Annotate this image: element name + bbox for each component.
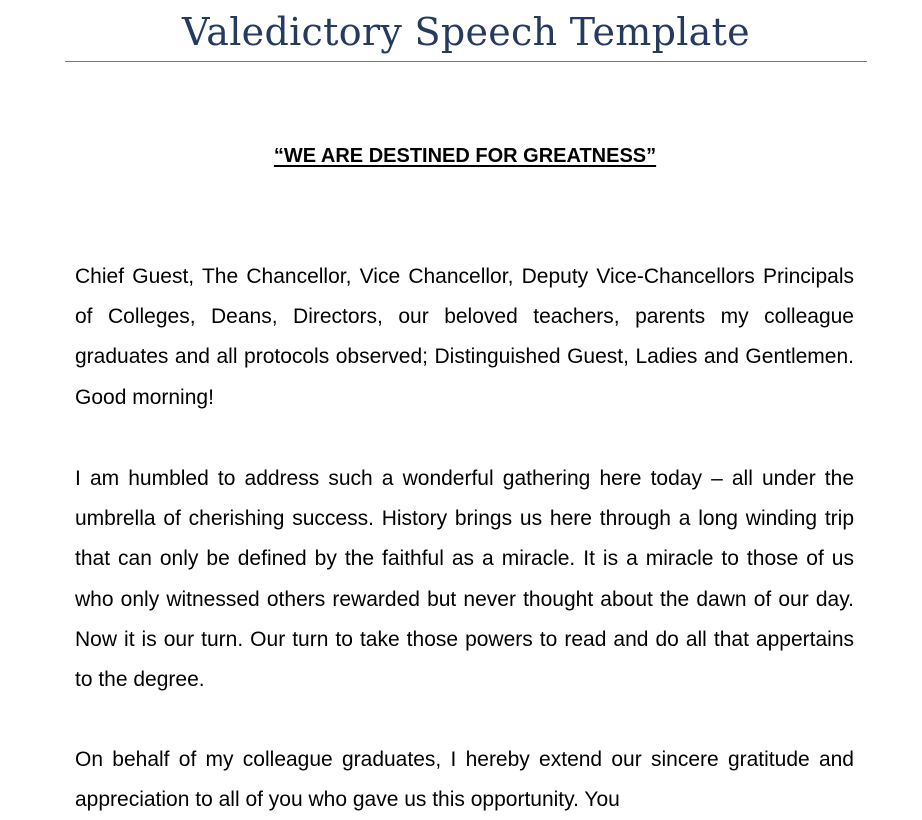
title-divider xyxy=(65,61,867,62)
paragraph-gratitude: On behalf of my colleague graduates, I hereby extend our sincere gratitude and appreciation to all of you who gave us this opportunity. You xyxy=(75,748,854,812)
document-title: Valedictory Speech Template xyxy=(182,10,750,54)
paragraph-introduction: I am humbled to address such a wonderful gathering here today – all under the umbrella of cherishing success. History brings us here through a long winding trip that can only be defined by the faithful as a miracle. It is a miracle to those of us who only witnessed others rewarded but never thought about the dawn of our day. Now it is our turn. Our turn to take those powers to read and do all that appertains to the degree. xyxy=(75,467,854,692)
speech-heading: “WE ARE DESTINED FOR GREATNESS” xyxy=(273,145,657,167)
paragraph-greeting: Chief Guest, The Chancellor, Vice Chancellor, Deputy Vice-Chancellors Principals of Colleges, Deans, Directors, our beloved teachers, parents my colleague graduates and all protocols observed; Distinguished Guest, Ladies and Gentlemen. Good morning! xyxy=(75,265,854,409)
